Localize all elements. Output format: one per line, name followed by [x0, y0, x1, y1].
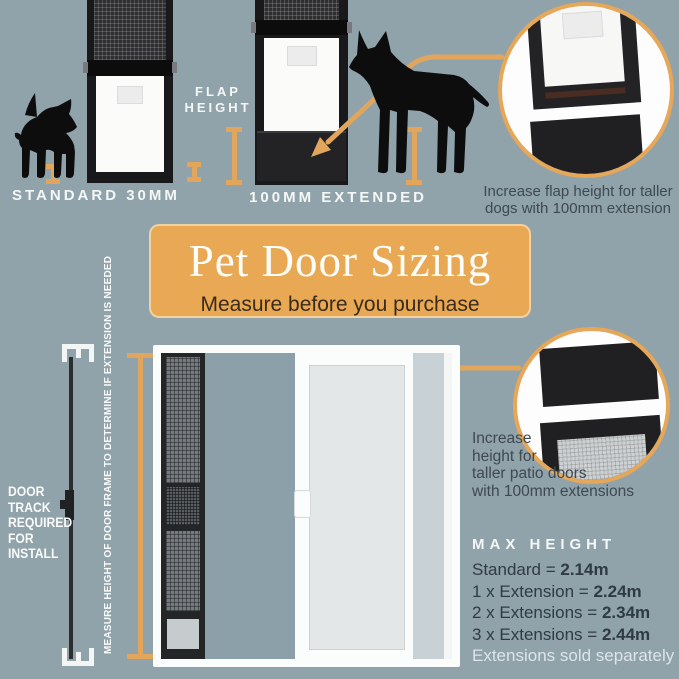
sliding-glass-door — [295, 353, 413, 659]
flap-height-ibeam-small — [187, 162, 201, 182]
track-bracket-tooth — [62, 648, 67, 661]
door-flap — [264, 38, 339, 131]
extension-panel-photo — [530, 114, 644, 178]
max-height-row — [472, 559, 674, 581]
patio-door-illustration — [153, 345, 460, 667]
row-label: 2 x Extensions = — [472, 603, 602, 622]
panel-mesh-middle — [166, 487, 200, 525]
track-bracket-tooth — [76, 652, 81, 661]
door-glass — [309, 365, 405, 650]
max-height-row — [472, 624, 674, 646]
max-height-heading: MAX HEIGHT — [472, 536, 617, 553]
door-rail-tab — [251, 22, 256, 33]
flap-extension-callout-text: Increase flap height for taller dogs with 100mm extension — [483, 183, 673, 217]
standard-door-label: STANDARD 30MM — [12, 187, 180, 204]
row-value: 2.44m — [601, 624, 651, 644]
track-bracket-bottom — [62, 661, 94, 666]
track-bracket-tooth — [62, 349, 67, 362]
door-flap — [96, 76, 164, 172]
page-subtitle: Measure before you purchase — [200, 293, 480, 316]
max-height-row — [472, 581, 674, 603]
standard-pet-door — [87, 0, 173, 183]
door-divider — [255, 20, 348, 35]
door-handle — [294, 490, 311, 518]
door-mesh-panel — [94, 0, 166, 60]
panel-mesh-top — [166, 357, 200, 483]
max-height-footnote: Extensions sold separately — [472, 646, 675, 665]
title-banner — [149, 224, 531, 318]
flap-white — [539, 2, 625, 87]
door-rail-tab — [172, 62, 177, 73]
door-extension-panel — [257, 131, 346, 181]
callout-line: taller patio doors — [472, 465, 587, 482]
large-dog-silhouette — [344, 26, 494, 176]
flap-sill — [545, 87, 625, 99]
measure-height-vertical-note: MEASURE HEIGHT OF DOOR FRAME TO DETERMINE IF EXTENSION IS NEEDED — [103, 255, 114, 654]
row-label: 3 x Extensions = — [472, 624, 602, 644]
height-extension-callout-text — [472, 430, 662, 500]
door-height-ibeam — [127, 353, 153, 659]
flap-sticker — [287, 46, 317, 66]
callout-line: height for — [472, 447, 537, 465]
door-mesh-panel — [264, 0, 339, 20]
extended-door-label: 100MM EXTENDED — [249, 189, 427, 206]
row-value: 2.34m — [601, 603, 651, 622]
patio-pet-panel — [161, 353, 205, 659]
extended-pet-door — [255, 0, 348, 185]
track-bracket-tooth — [76, 349, 81, 358]
row-label: 1 x Extension = — [472, 581, 594, 601]
flap-height-label: FLAP HEIGHT — [184, 84, 252, 115]
flap-height-ibeam-tall — [226, 127, 242, 185]
flap-frame-photo — [527, 6, 641, 109]
row-value: 2.24m — [593, 581, 642, 601]
patio-interior — [161, 353, 452, 659]
callout-line: Increase — [472, 430, 532, 447]
page-title: Pet Door Sizing — [188, 236, 492, 286]
door-rail-tab — [83, 62, 88, 73]
extension-panel-photo — [539, 341, 659, 407]
callout-line: with 100mm extensions — [472, 482, 634, 500]
small-dog-silhouette — [14, 90, 80, 182]
panel-mesh-lower — [166, 531, 200, 611]
door-divider — [87, 60, 173, 76]
max-height-row — [472, 602, 674, 624]
panel-flap-opening — [167, 619, 199, 649]
row-label: Standard = — [472, 560, 561, 579]
door-track-note: DOOR TRACK REQUIRED FOR INSTALL — [8, 484, 73, 561]
flap-extension-callout-circle — [498, 2, 674, 178]
fixed-glass-panel — [413, 353, 452, 659]
flap-sticker — [117, 86, 143, 104]
frame-edge — [444, 353, 452, 659]
row-value: 2.14m — [560, 560, 609, 579]
max-height-block — [472, 536, 674, 667]
flap-sticker — [562, 11, 604, 40]
track-bracket-tooth — [89, 648, 94, 661]
track-bracket-tooth — [89, 349, 94, 362]
